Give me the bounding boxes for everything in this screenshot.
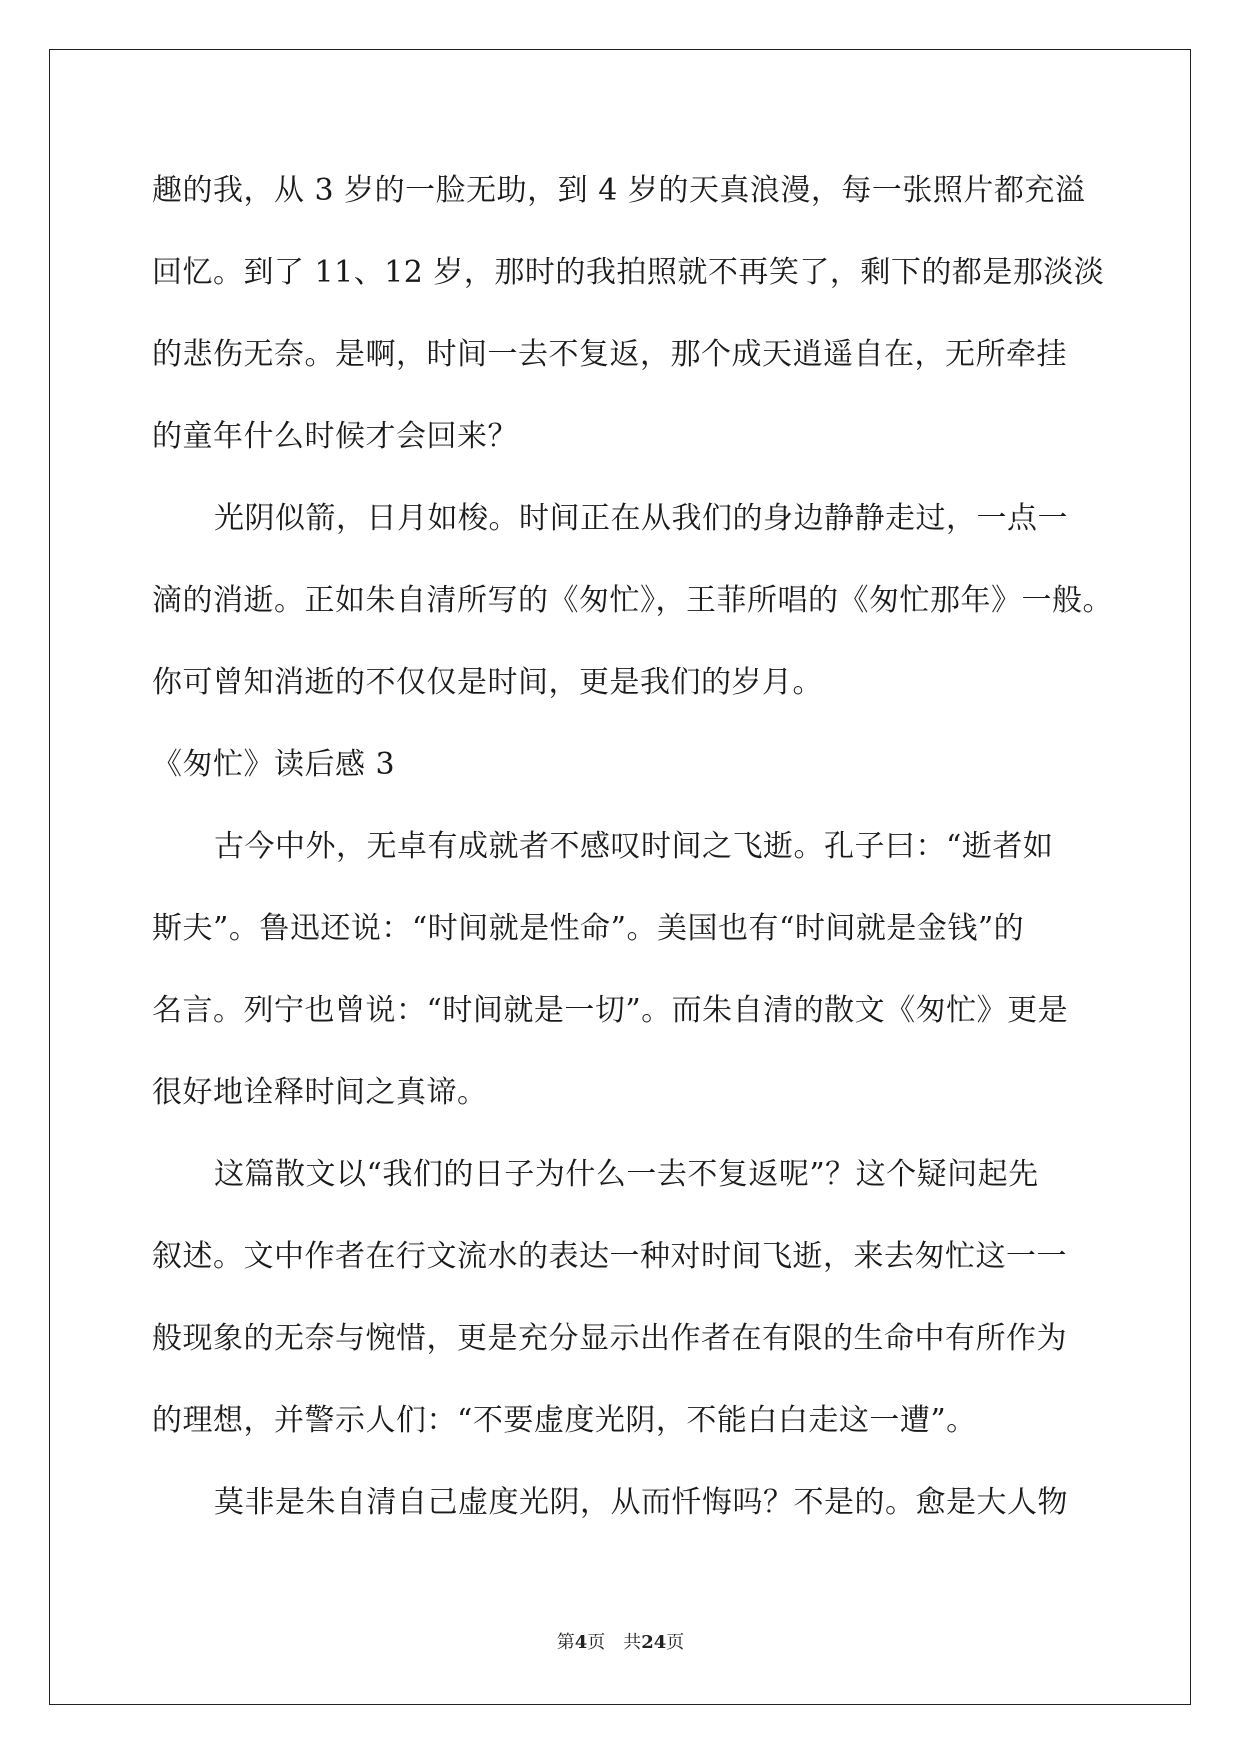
text-line: 的童年什么时候才会回来？ (152, 419, 518, 454)
paragraph-great-people (152, 1462, 1090, 1544)
page-suffix: 页 (587, 1632, 606, 1653)
text-line: 滴的消逝。正如朱自清所写的《匆忙》，王菲所唱的《匆忙那年》一般。 (152, 583, 1113, 618)
text-line: 叙述。文中作者在行文流水的表达一种对时间飞逝，来去匆忙这一一 (152, 1239, 1067, 1274)
page-number: 4 (574, 1632, 588, 1653)
text-line: 这篇散文以“我们的日子为什么一去不复返呢”？这个疑问起先 (214, 1157, 1039, 1192)
text-line: 的悲伤无奈。是啊，时间一去不复返，那个成天逍遥自在，无所牵挂 (152, 337, 1067, 372)
total-suffix: 页 (666, 1632, 685, 1653)
text-line: 很好地诠释时间之真谛。 (152, 1075, 488, 1110)
document-body (152, 150, 1113, 1544)
section-heading: 《匆忙》读后感 3 (152, 747, 396, 782)
text-line: 般现象的无奈与惋惜，更是充分显示出作者在有限的生命中有所作为 (152, 1321, 1067, 1356)
text-line: 莫非是朱自清自己虚度光阴，从而忏悔吗？不是的。愈是大人物 (214, 1485, 1068, 1520)
total-pages: 24 (641, 1632, 667, 1653)
page-footer (0, 1628, 1241, 1654)
text-line: 斯夫”。鲁迅还说：“时间就是性命”。美国也有“时间就是金钱”的 (152, 911, 1025, 946)
paragraph-childhood-photos (152, 150, 1105, 478)
text-line: 的理想，并警示人们：“不要虚度光阴，不能白白走这一遭”。 (152, 1403, 977, 1438)
paragraph-essay-analysis (152, 1134, 1090, 1462)
text-line: 你可曾知消逝的不仅仅是时间，更是我们的岁月。 (152, 665, 823, 700)
text-line: 回忆。到了 11、12 岁，那时的我拍照就不再笑了，剩下的都是那淡淡 (152, 255, 1105, 290)
page-prefix: 第 (556, 1632, 575, 1653)
paragraph-time-flies (152, 478, 1113, 724)
total-prefix: 共 (623, 1632, 642, 1653)
text-line: 趣的我，从 3 岁的一脸无助，到 4 岁的天真浪漫，每一张照片都充溢 (152, 173, 1086, 208)
text-line: 古今中外，无卓有成就者不感叹时间之飞逝。孔子曰：“逝者如 (214, 829, 1054, 864)
paragraph-quotes-on-time (152, 806, 1090, 1134)
text-line: 名言。列宁也曾说：“时间就是一切”。而朱自清的散文《匆忙》更是 (152, 993, 1069, 1028)
text-line: 光阴似箭，日月如梭。时间正在从我们的身边静静走过，一点一 (214, 501, 1068, 536)
